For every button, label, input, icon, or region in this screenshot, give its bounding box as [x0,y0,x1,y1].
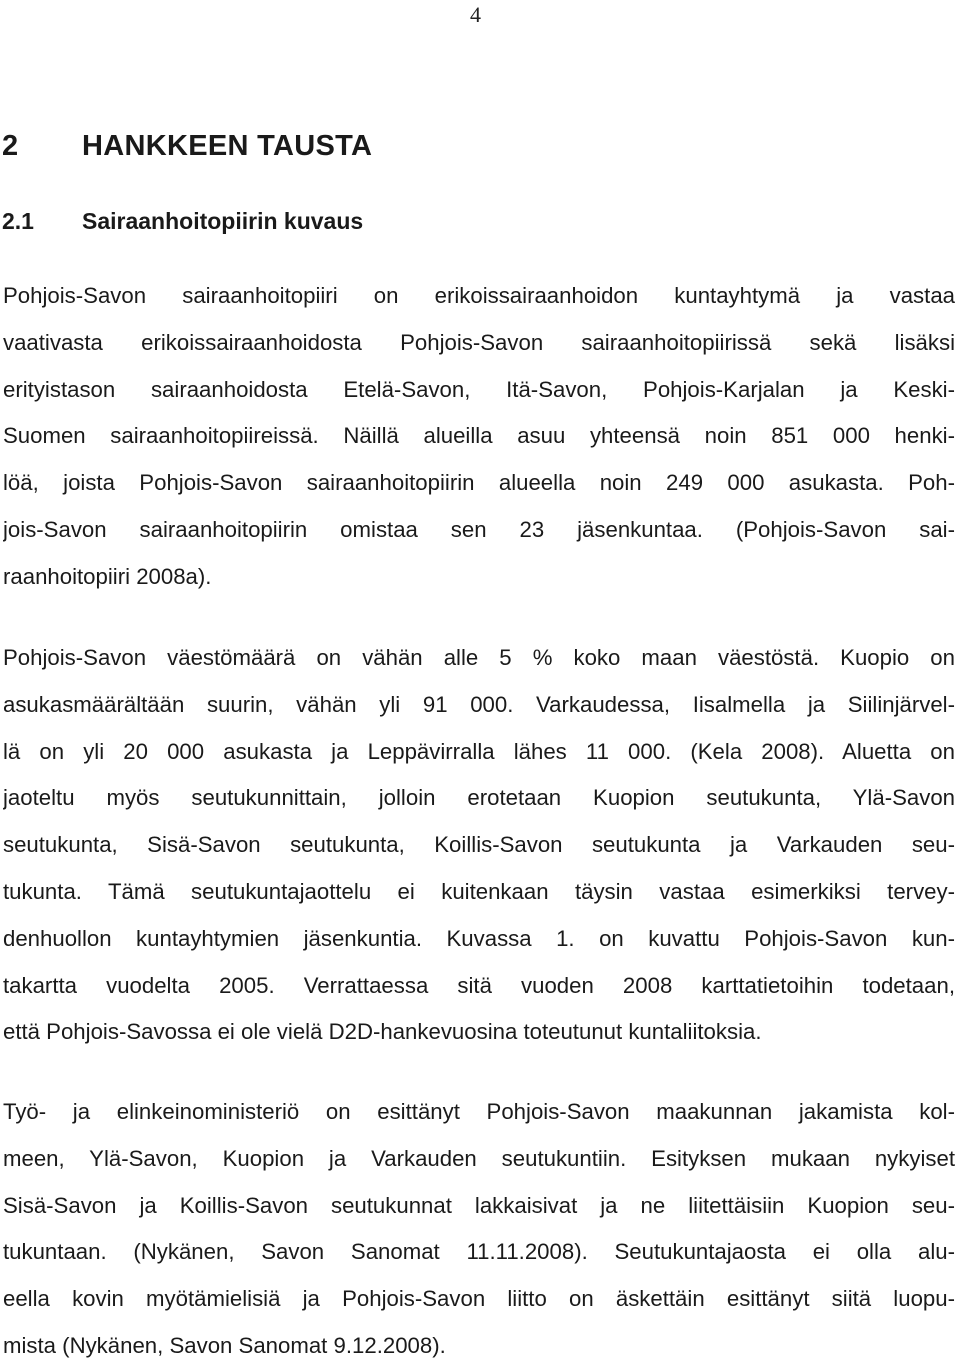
page-number: 4 [470,2,481,27]
paragraph-line: jois-Savon sairaanhoitopiirin omistaa sen 23 jäsenkuntaa. (Pohjois-Savon sai- [3,516,955,542]
paragraph-line: meen, Ylä-Savon, Kuopion ja Varkauden seutukuntiin. Esityksen mukaan nykyiset [3,1145,955,1171]
paragraph-line: asukasmäärältään suurin, vähän yli 91 000. Varkaudessa, Iisalmella ja Siilinjärvel- [3,691,955,717]
paragraph-ministry-proposal [3,1089,955,1370]
paragraph-line: seutukunta, Sisä-Savon seutukunta, Koillis-Savon seutukunta ja Varkauden seu- [3,832,955,858]
paragraph-line: raanhoitopiiri 2008a). [3,563,212,589]
paragraph-line: mista (Nykänen, Savon Sanomat 9.12.2008). [3,1332,446,1358]
paragraph-line: Työ- ja elinkeinoministeriö on esittänyt Pohjois-Savon maakunnan jakamista kol- [3,1099,955,1124]
paragraph-line: jaoteltu myös seutukunnittain, jolloin erotetaan Kuopion seutukunta, Ylä-Savon [3,785,955,811]
paragraph-line: lä on yli 20 000 asukasta ja Leppävirralla lähes 11 000. (Kela 2008). Aluetta on [3,738,955,764]
paragraph-line: vaativasta erikoissairaanhoidosta Pohjois-Savon sairaanhoitopiirissä sekä lisäksi [3,329,955,355]
section-heading [2,208,363,235]
chapter-number: 2 [2,130,19,162]
paragraph-line: Sisä-Savon ja Koillis-Savon seutukunnat lakkaisivat ja ne liitettäisiin Kuopion seu- [3,1192,955,1218]
paragraph-line: tukunta. Tämä seutukuntajaottelu ei kuitenkaan täysin vastaa esimerkiksi tervey- [3,878,955,904]
paragraph-line: erityistason sairaanhoidosta Etelä-Savon, Itä-Savon, Pohjois-Karjalan ja Keski- [3,376,955,402]
paragraph-line: Pohjois-Savon sairaanhoitopiiri on erikoissairaanhoidon kuntayhtymä ja vastaa [3,283,955,308]
paragraph-line: takartta vuodelta 2005. Verrattaessa sitä vuoden 2008 karttatietoihin todetaan, [3,972,955,998]
chapter-heading [2,130,372,163]
chapter-title: HANKKEEN TAUSTA [82,130,373,162]
paragraph-line: löä, joista Pohjois-Savon sairaanhoitopiirin alueella noin 249 000 asukasta. Poh- [3,470,955,496]
paragraph-line: että Pohjois-Savossa ei ole vielä D2D-hankevuosina toteutunut kuntaliitoksia. [3,1019,762,1045]
paragraph-line: Suomen sairaanhoitopiireissä. Näillä alueilla asuu yhteensä noin 851 000 henki- [3,423,955,449]
paragraph-line: denhuollon kuntayhtymien jäsenkuntia. Kuvassa 1. on kuvattu Pohjois-Savon kun- [3,925,955,951]
section-title: Sairaanhoitopiirin kuvaus [82,208,364,234]
paragraph-line: Pohjois-Savon väestömäärä on vähän alle 5 % koko maan väestöstä. Kuopio on [3,645,955,670]
paragraph-population [3,635,955,1056]
paragraph-line: tukuntaan. (Nykänen, Savon Sanomat 11.11.2008). Seutukuntajaosta ei olla alu- [3,1239,955,1265]
paragraph-line: eella kovin myötämielisiä ja Pohjois-Savon liitto on äskettäin esittänyt siitä luopu- [3,1286,955,1312]
paragraph-hospital-district [3,273,955,601]
section-number: 2.1 [2,208,34,234]
